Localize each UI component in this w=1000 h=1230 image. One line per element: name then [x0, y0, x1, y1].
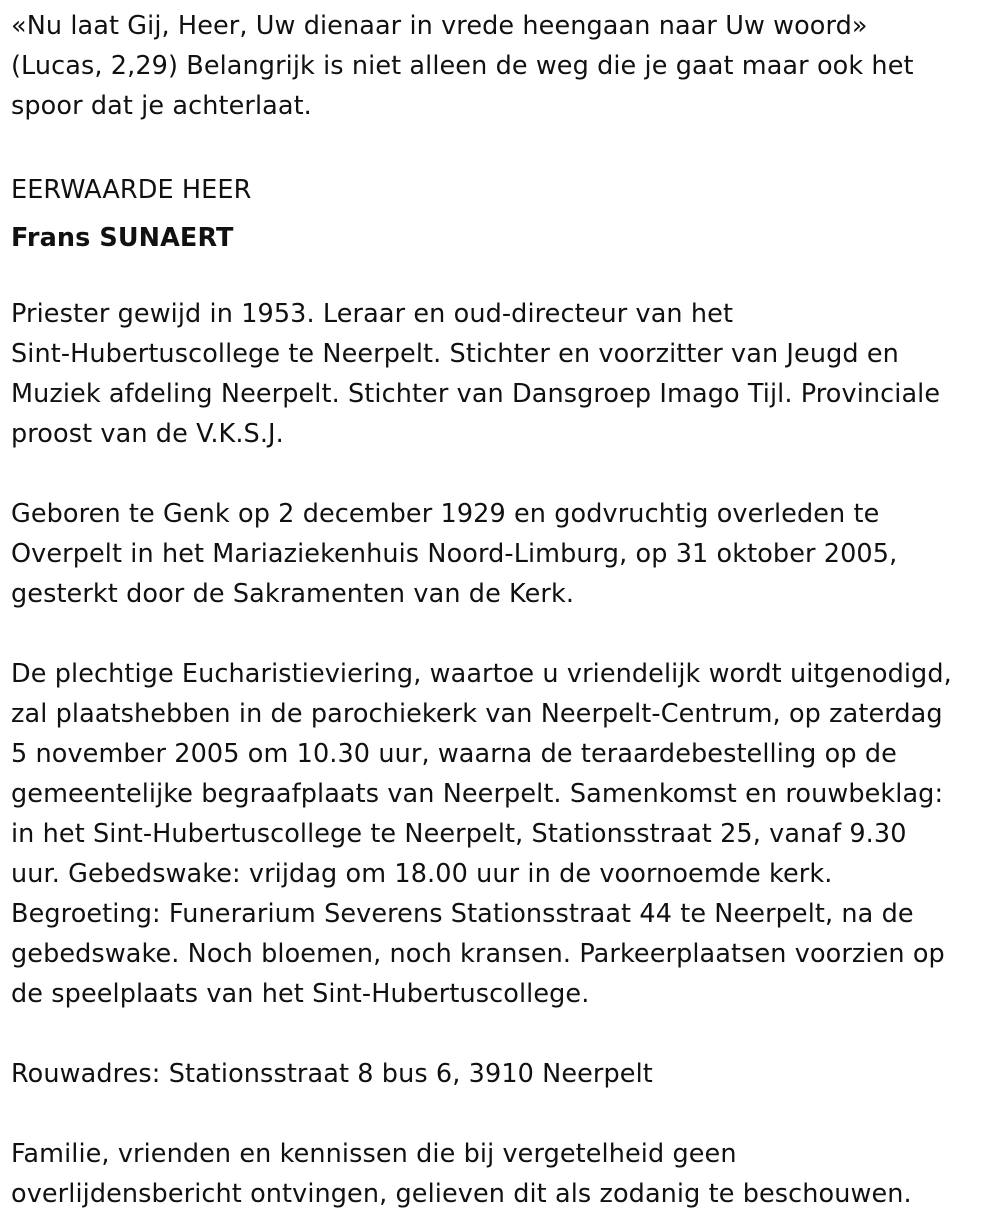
spacer: [11, 1094, 996, 1134]
ceremony-line: uur. Gebedswake: vrijdag om 18.00 uur in de voornoemde kerk.: [11, 859, 833, 889]
ceremony-paragraph: [11, 654, 996, 1014]
address-paragraph: [11, 1054, 996, 1094]
spacer: [11, 126, 996, 166]
deceased-name: Frans SUNAERT: [11, 223, 234, 253]
ceremony-line: zal plaatshebben in de parochiekerk van Neerpelt-Centrum, op zaterdag: [11, 699, 943, 729]
life-line: Overpelt in het Mariaziekenhuis Noord-Limburg, op 31 oktober 2005,: [11, 539, 898, 569]
ceremony-line: Begroeting: Funerarium Severens Stationsstraat 44 te Neerpelt, na de: [11, 899, 914, 929]
address-line: Rouwadres: Stationsstraat 8 bus 6, 3910 Neerpelt: [11, 1059, 653, 1089]
ceremony-line: de speelplaats van het Sint-Hubertuscollege.: [11, 979, 590, 1009]
life-line: gesterkt door de Sakramenten van de Kerk.: [11, 579, 575, 609]
quote-line: (Lucas, 2,29) Belangrijk is niet alleen de weg die je gaat maar ook het: [11, 51, 914, 81]
career-paragraph: [11, 294, 996, 454]
quote-line: spoor dat je achterlaat.: [11, 91, 312, 121]
ceremony-line: gemeentelijke begraafplaats van Neerpelt. Samenkomst en rouwbeklag:: [11, 779, 944, 809]
spacer: [11, 1014, 996, 1054]
ceremony-line: De plechtige Eucharistieviering, waartoe u vriendelijk wordt uitgenodigd,: [11, 659, 952, 689]
career-line: Muziek afdeling Neerpelt. Stichter van Dansgroep Imago Tijl. Provinciale: [11, 379, 941, 409]
ceremony-line: gebedswake. Noch bloemen, noch kransen. Parkeerplaatsen voorzien op: [11, 939, 945, 969]
career-line: proost van de V.K.S.J.: [11, 419, 284, 449]
spacer: [11, 454, 996, 494]
ceremony-line: in het Sint-Hubertuscollege te Neerpelt, Stationsstraat 25, vanaf 9.30: [11, 819, 907, 849]
career-line: Priester gewijd in 1953. Leraar en oud-directeur van het: [11, 299, 734, 329]
notice-line: Familie, vrienden en kennissen die bij vergetelheid geen: [11, 1139, 737, 1169]
notice-line: overlijdensbericht ontvingen, gelieven dit als zodanig te beschouwen.: [11, 1179, 912, 1209]
honorific-title: EERWAARDE HEER: [11, 175, 252, 205]
ceremony-line: 5 november 2005 om 10.30 uur, waarna de teraardebestelling op de: [11, 739, 897, 769]
obituary-document: [11, 6, 996, 1214]
deceased-header: [11, 166, 996, 262]
life-line: Geboren te Genk op 2 december 1929 en godvruchtig overleden te: [11, 499, 880, 529]
bible-quote: [11, 6, 996, 126]
spacer: [11, 262, 996, 294]
life-paragraph: [11, 494, 996, 614]
career-line: Sint-Hubertuscollege te Neerpelt. Stichter en voorzitter van Jeugd en: [11, 339, 899, 369]
spacer: [11, 614, 996, 654]
quote-line: «Nu laat Gij, Heer, Uw dienaar in vrede heengaan naar Uw woord»: [11, 11, 868, 41]
notice-paragraph: [11, 1134, 996, 1214]
